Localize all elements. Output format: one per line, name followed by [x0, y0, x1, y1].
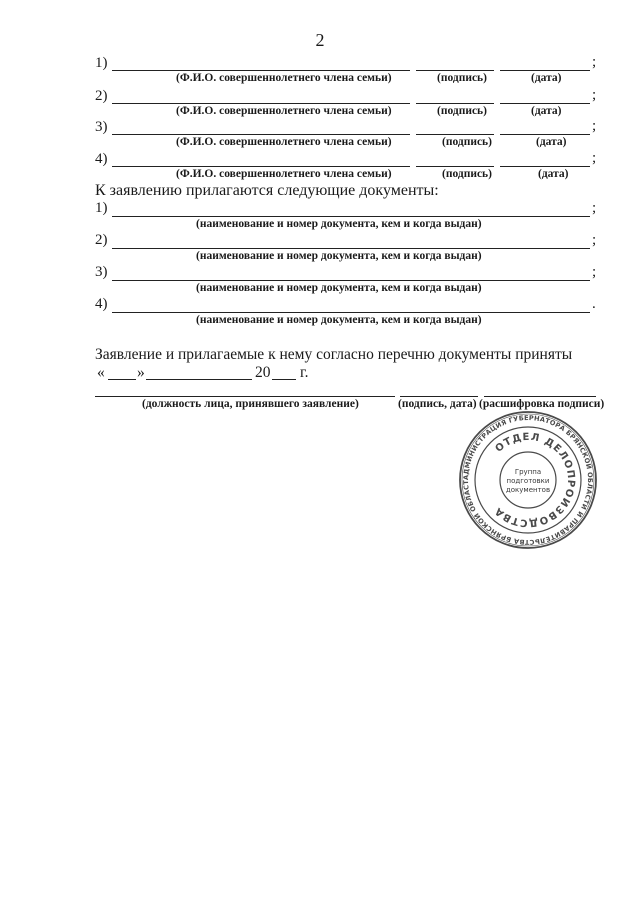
row-end-mark: ; — [592, 200, 597, 216]
document-number: 3) — [95, 264, 108, 280]
decoding-line — [484, 396, 596, 397]
year-prefix: 20 — [255, 364, 271, 381]
stamp-seal-icon — [458, 410, 598, 550]
document-line — [112, 216, 590, 217]
date-line — [500, 70, 590, 71]
stamp-outer-text: АДМИНИСТРАЦИЯ ГУБЕРНАТОРА БРЯНСКОЙ ОБЛАСТИ И ПРАВИТЕЛЬСТВА БРЯНСКОЙ ОБЛАСТ — [461, 413, 595, 547]
fio-line — [112, 70, 410, 71]
row-end-mark: . — [592, 296, 596, 312]
member-number: 1) — [95, 55, 108, 71]
stamp-center-line: подготовки — [506, 477, 550, 485]
member-number: 2) — [95, 88, 108, 104]
day-line — [108, 379, 136, 380]
sign-caption: (подпись) — [437, 72, 487, 84]
member-number: 4) — [95, 151, 108, 167]
document-caption: (наименование и номер документа, кем и когда выдан) — [196, 314, 482, 326]
date-caption: (дата) — [536, 136, 567, 148]
fio-caption: (Ф.И.О. совершеннолетнего члена семьи) — [176, 168, 392, 180]
row-end-mark: ; — [592, 118, 597, 134]
date-caption: (дата) — [531, 72, 562, 84]
fio-caption: (Ф.И.О. совершеннолетнего члена семьи) — [176, 72, 392, 84]
row-end-mark: ; — [592, 232, 597, 248]
document-caption: (наименование и номер документа, кем и когда выдан) — [196, 282, 482, 294]
date-line — [500, 166, 590, 167]
sign-line — [416, 134, 494, 135]
document-line — [112, 312, 590, 313]
position-line — [95, 396, 395, 397]
fio-line — [112, 134, 410, 135]
decoding-caption: (расшифровка подписи) — [479, 398, 605, 410]
sign-caption: (подпись) — [442, 136, 492, 148]
sign-caption: (подпись) — [442, 168, 492, 180]
member-number: 3) — [95, 119, 108, 135]
sign-line — [416, 166, 494, 167]
year-line — [272, 379, 296, 380]
document-line — [112, 280, 590, 281]
fio-line — [112, 166, 410, 167]
document-caption: (наименование и номер документа, кем и когда выдан) — [196, 218, 482, 230]
fio-caption: (Ф.И.О. совершеннолетнего члена семьи) — [176, 105, 392, 117]
stamp-department-text: ОТДЕЛ ДЕЛОПРОИЗВОДСТВА — [492, 431, 577, 529]
date-caption: (дата) — [531, 105, 562, 117]
row-end-mark: ; — [592, 54, 597, 70]
stamp-center-line: документов — [505, 486, 551, 494]
accepted-text: Заявление и прилагаемые к нему согласно перечню документы приняты — [95, 346, 573, 363]
row-end-mark: ; — [592, 264, 597, 280]
signature-line — [400, 396, 478, 397]
date-line — [500, 103, 590, 104]
position-caption: (должность лица, принявшего заявление) — [142, 398, 359, 410]
sign-line — [416, 103, 494, 104]
stamp-center-line: Группа — [514, 468, 542, 476]
document-number: 2) — [95, 232, 108, 248]
document-line — [112, 248, 590, 249]
row-end-mark: ; — [592, 150, 597, 166]
month-line — [146, 379, 252, 380]
document-caption: (наименование и номер документа, кем и когда выдан) — [196, 250, 482, 262]
documents-heading: К заявлению прилагаются следующие документы: — [95, 182, 439, 199]
sign-date-caption: (подпись, дата) — [398, 398, 477, 410]
document-number: 4) — [95, 296, 108, 312]
office-stamp — [458, 410, 598, 550]
open-quote: « — [97, 364, 105, 381]
sign-line — [416, 70, 494, 71]
close-quote: » — [137, 364, 145, 381]
year-suffix: г. — [300, 364, 309, 381]
date-line — [500, 134, 590, 135]
fio-line — [112, 103, 410, 104]
page-number: 2 — [315, 30, 325, 50]
document-number: 1) — [95, 200, 108, 216]
date-caption: (дата) — [538, 168, 569, 180]
fio-caption: (Ф.И.О. совершеннолетнего члена семьи) — [176, 136, 392, 148]
row-end-mark: ; — [592, 87, 597, 103]
sign-caption: (подпись) — [437, 105, 487, 117]
